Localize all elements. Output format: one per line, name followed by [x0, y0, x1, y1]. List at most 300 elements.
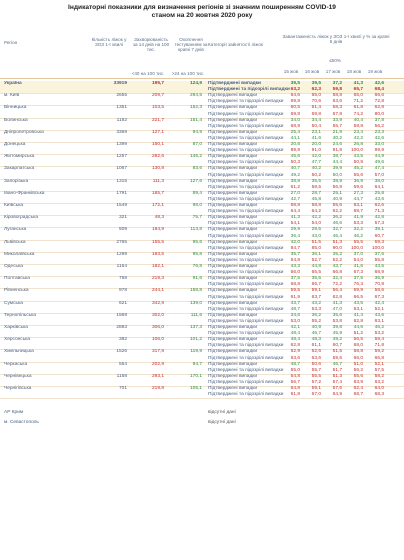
beds-count: 1351 — [116, 105, 127, 111]
occupancy-category: Підтверджені та підозрілі випадки — [208, 123, 284, 129]
occupancy-value: 54,0 — [353, 257, 363, 263]
beds-count: 701 — [118, 386, 127, 391]
beds-count: 1158 — [116, 373, 127, 379]
occupancy-value: 59,5 — [290, 288, 300, 294]
region-name: м. Севастополь — [4, 420, 39, 426]
occupancy-category: Підтверджені випадки — [208, 203, 258, 208]
occupancy-value: 28,7 — [311, 190, 321, 196]
occupancy-value: 45,6 — [290, 154, 300, 160]
occupancy-value: 36,1 — [311, 251, 321, 257]
occupancy-value: 51,5 — [332, 349, 342, 355]
beds-count: 1299 — [116, 251, 127, 257]
occupancy-value: 48,4 — [290, 337, 300, 343]
occupancy-value: 84,7 — [290, 245, 300, 251]
occupancy-value: 62,8 — [353, 318, 363, 324]
occupancy-value: 36,2 — [311, 312, 321, 318]
incidence-value: 195,7 — [151, 81, 164, 86]
occupancy-value: 24,6 — [332, 142, 342, 147]
occupancy-value: 41,6 — [353, 264, 363, 269]
occupancy-category: Підтверджені випадки — [208, 373, 258, 379]
occupancy-value: 80,0 — [374, 111, 384, 117]
testing-value: 98,0 — [192, 203, 202, 208]
testing-value: 75,7 — [192, 215, 202, 221]
occupancy-value: 63,9 — [353, 379, 363, 385]
occupancy-value: 58,8 — [353, 349, 363, 355]
occupancy-value: 52,7 — [311, 257, 321, 263]
page-title — [60, 4, 344, 20]
testing-value: 94,9 — [192, 129, 202, 135]
occupancy-value: 33,9 — [332, 117, 342, 123]
occupancy-value: 64,1 — [374, 184, 384, 190]
title-line-2: станом на 20 жовтня 2020 року — [151, 12, 253, 20]
occupancy-category: Підтверджені випадки — [208, 312, 258, 318]
occupancy-category: Підтверджені та підозрілі випадки — [208, 270, 284, 276]
occupancy-value: 63,6 — [290, 355, 300, 361]
occupancy-value: 76,3 — [353, 282, 363, 288]
beds-count: 3369 — [116, 129, 127, 135]
occupancy-value: 65,0 — [311, 93, 321, 99]
occupancy-value: 42,7 — [290, 196, 300, 202]
occupancy-value: 40,4 — [353, 117, 363, 123]
beds-count: 621 — [118, 300, 127, 306]
beds-count: 1549 — [116, 203, 127, 208]
occupancy-value: 62,8 — [374, 105, 384, 111]
testing-value: 127,6 — [189, 178, 202, 184]
beds-count: 1399 — [116, 142, 127, 147]
occupancy-category: Підтверджені та підозрілі випадки — [208, 355, 284, 361]
occupancy-value: 58,4 — [374, 337, 384, 343]
beds-count: 2655 — [116, 93, 127, 99]
occupancy-value: 21,9 — [332, 129, 342, 135]
occupancy-value: 39,5 — [311, 81, 321, 86]
occupancy-value: 45,9 — [332, 331, 342, 337]
occupancy-value: 27,3 — [353, 190, 363, 196]
occupancy-value: 61,9 — [290, 294, 300, 300]
occupancy-value: 54,0 — [311, 221, 321, 227]
occupancy-value: 61,8 — [353, 105, 363, 111]
incidence-value: 130,8 — [151, 166, 164, 172]
beds-count: 2883 — [116, 325, 127, 330]
occupancy-category: Підтверджені та підозрілі випадки — [208, 306, 284, 312]
occupancy-category: Підтверджені та підозрілі випадки — [208, 99, 284, 105]
occupancy-value: 57,6 — [332, 386, 342, 391]
incidence-value: 282,6 — [151, 154, 164, 160]
occupancy-value: 64,4 — [290, 209, 300, 215]
occupancy-value: 41,9 — [353, 215, 363, 221]
occupancy-value: 38,8 — [290, 178, 300, 184]
region-name: Черкаська — [4, 361, 28, 367]
occupancy-category: Підтверджені випадки — [208, 81, 262, 86]
header-rule — [0, 78, 404, 79]
incidence-value: 219,3 — [151, 276, 164, 282]
region-name: Закарпатська — [4, 166, 35, 172]
occupancy-value: 44,1 — [290, 135, 300, 141]
region-name: Житомирська — [4, 154, 35, 160]
occupancy-value: 57,0 — [374, 172, 384, 178]
occupancy-value: 43,7 — [290, 300, 300, 306]
occupancy-value: 38,7 — [332, 154, 342, 160]
occupancy-value: 35,6 — [332, 312, 342, 318]
occupancy-category: Підтверджені випадки — [208, 227, 258, 233]
occupancy-category: Підтверджені та підозрілі випадки — [208, 282, 284, 288]
occupancy-value: 66,0 — [290, 270, 300, 276]
testing-value: 170,1 — [189, 373, 202, 379]
occupancy-value: 91,0 — [311, 148, 321, 154]
testing-value: 124,9 — [189, 81, 202, 86]
occupancy-value: 38,0 — [374, 178, 384, 184]
occupancy-value: 37,0 — [353, 251, 363, 257]
occupancy-value: 39,9 — [332, 166, 342, 172]
testing-value: 94,7 — [192, 361, 202, 367]
occupancy-category: Підтверджені та підозрілі випадки — [208, 343, 284, 349]
occupancy-value: 89,8 — [290, 148, 300, 154]
occupancy-category: Підтверджені випадки — [208, 386, 258, 391]
occupancy-category: Підтверджені та підозрілі випадки — [208, 233, 284, 239]
occupancy-value: 42,6 — [374, 135, 384, 141]
occupancy-category: Підтверджені випадки — [208, 325, 258, 330]
header-category: Категорії зайнятості ліжок — [208, 42, 263, 47]
occupancy-value: 48,7 — [290, 306, 300, 312]
occupancy-category: Підтверджені випадки — [208, 300, 258, 306]
occupancy-category: Підтверджені та підозрілі випадки — [208, 209, 284, 215]
occupancy-value: 48,4 — [290, 331, 300, 337]
occupancy-value: 42,0 — [311, 154, 321, 160]
no-data-note: відсутні дані — [208, 420, 236, 426]
region-name: Чернівецька — [4, 373, 32, 379]
day-label-3: 17 жов — [325, 69, 341, 74]
occupancy-value: 23,4 — [353, 129, 363, 135]
testing-value: 91,6 — [192, 276, 202, 282]
occupancy-category: Підтверджені випадки — [208, 215, 258, 221]
incidence-value: 293,1 — [151, 373, 164, 379]
occupancy-value: 49,2 — [332, 337, 342, 343]
occupancy-category: Підтверджені та підозрілі випадки — [208, 245, 284, 251]
occupancy-value: 62,4 — [353, 386, 363, 391]
occupancy-value: 62,6 — [374, 203, 384, 208]
occupancy-value: 43,7 — [332, 264, 342, 269]
occupancy-value: 56,2 — [374, 123, 384, 129]
occupancy-value: 29,5 — [311, 227, 321, 233]
incidence-value: 48,3 — [154, 215, 164, 221]
occupancy-value: 53,2 — [374, 331, 384, 337]
occupancy-category: Підтверджені та підозрілі випадки — [208, 184, 284, 190]
occupancy-value: 71,2 — [353, 99, 363, 105]
incidence-value: 317,9 — [151, 349, 164, 355]
occupancy-category: Підтверджені випадки — [208, 361, 258, 367]
beds-count: 1569 — [116, 312, 127, 318]
occupancy-value: 57,2 — [311, 379, 321, 385]
occupancy-value: 35,7 — [290, 251, 300, 257]
occupancy-value: 46,6 — [332, 221, 342, 227]
occupancy-category: Підтверджені випадки — [208, 276, 258, 282]
occupancy-value: 60,5 — [290, 105, 300, 111]
occupancy-value: 54,8 — [290, 386, 300, 391]
testing-threshold: >24 на 100 тис. — [171, 71, 205, 76]
occupancy-value: 55,5 — [353, 239, 363, 245]
occupancy-category: Підтверджені та підозрілі випадки — [208, 135, 284, 141]
occupancy-value: 56,7 — [290, 379, 300, 385]
occupancy-value: 47,0 — [332, 306, 342, 312]
occupancy-category: Підтверджені випадки — [208, 117, 258, 123]
beds-count: 1315 — [116, 178, 127, 184]
region-name: Одеська — [4, 264, 23, 269]
beds-count: 33919 — [113, 81, 127, 86]
occupancy-category: Підтверджені випадки — [208, 337, 258, 343]
title-line-1: Індикаторні показники для визначення регіонів зі значним поширенням COVID-19 — [68, 4, 336, 11]
incidence-value: 106,0 — [151, 337, 164, 343]
occupancy-value: 56,4 — [332, 288, 342, 294]
incidence-value: 182,1 — [151, 264, 164, 269]
region-name: АР Крим — [4, 410, 24, 416]
incidence-value: 306,0 — [151, 325, 164, 330]
occupancy-value: 51,7 — [332, 367, 342, 373]
occupancy-value: 58,6 — [374, 288, 384, 294]
region-name: Херсонська — [4, 337, 31, 343]
region-name: м. Київ — [4, 93, 20, 99]
occupancy-value: 63,2 — [374, 379, 384, 385]
beds-count: 2765 — [116, 239, 127, 245]
occupancy-value: 62,8 — [332, 294, 342, 300]
occupancy-value: 57,5 — [374, 367, 384, 373]
occupancy-value: 70,6 — [311, 99, 321, 105]
occupancy-value: 44,9 — [374, 154, 384, 160]
header-beds: Кількість ліжок у ЗОЗ 1-ї хвилі — [91, 37, 127, 48]
occupancy-value: 100,0 — [371, 245, 384, 251]
occupancy-value: 49,6 — [374, 160, 384, 166]
beds-count: 1526 — [116, 349, 127, 355]
occupancy-value: 41,3 — [290, 215, 300, 221]
incidence-value: 202,9 — [151, 361, 164, 367]
occupancy-value: 68,7 — [353, 392, 363, 398]
occupancy-value: 57,3 — [374, 221, 384, 227]
occupancy-value: 54,8 — [290, 257, 300, 263]
occupancy-value: 32,4 — [332, 276, 342, 282]
occupancy-value: 46,7 — [311, 331, 321, 337]
occupancy-value: 55,8 — [374, 257, 384, 263]
occupancy-value: 59,9 — [353, 288, 363, 294]
occupancy-value: 36,4 — [290, 233, 300, 239]
occupancy-value: 44,6 — [353, 325, 363, 330]
occupancy-value: 25,1 — [332, 190, 342, 196]
occupancy-value: 50,6 — [311, 361, 321, 367]
day-label-4: 18 жов — [346, 69, 362, 74]
occupancy-value: 37,2 — [332, 81, 342, 86]
header-incidence: Захворюваність за 14 днів на 100 тис. — [132, 37, 170, 53]
no-data-note: відсутні дані — [208, 410, 236, 416]
occupancy-value: 43,0 — [311, 233, 321, 239]
occupancy-value: 74,2 — [353, 111, 363, 117]
occupancy-value: 68,7 — [353, 209, 363, 215]
header-testing: Охоплення тестуванням за країні 7 днів — [174, 37, 208, 53]
occupancy-value: 50,2 — [311, 172, 321, 178]
occupancy-value: 58,3 — [332, 105, 342, 111]
occupancy-category: Підтверджені та підозрілі випадки — [208, 148, 284, 154]
beds-count: 1067 — [116, 166, 127, 172]
occupancy-value: 69,8 — [290, 99, 300, 105]
incidence-value: 111,3 — [152, 178, 164, 184]
occupancy-value: 53,0 — [290, 318, 300, 324]
occupancy-value: 63,7 — [311, 294, 321, 300]
occupancy-value: 51,3 — [332, 239, 342, 245]
occupancy-value: 91,8 — [332, 148, 342, 154]
occupancy-value: 34,6 — [290, 312, 300, 318]
occupancy-value: 55,0 — [290, 367, 300, 373]
occupancy-value: 33,0 — [374, 142, 384, 147]
occupancy-value: 46,4 — [332, 233, 342, 239]
occupancy-value: 61,4 — [311, 105, 321, 111]
occupancy-value: 68,9 — [290, 123, 300, 129]
occupancy-value: 55,2 — [311, 318, 321, 324]
incidence-value: 155,5 — [151, 239, 164, 245]
occupancy-value: 59,1 — [311, 386, 321, 391]
occupancy-value: 67,3 — [353, 270, 363, 276]
occupancy-value: 37,5 — [353, 276, 363, 282]
occupancy-value: 25,8 — [374, 190, 384, 196]
occupancy-value: 26,8 — [353, 142, 363, 147]
occupancy-value: 52,1 — [374, 361, 384, 367]
occupancy-value: 36,9 — [353, 178, 363, 184]
occupancy-value: 67,3 — [374, 294, 384, 300]
occupancy-value: 55,5 — [311, 373, 321, 379]
occupancy-value: 54,1 — [290, 221, 300, 227]
occupancy-value: 47,4 — [374, 166, 384, 172]
occupancy-value: 99,9 — [374, 148, 384, 154]
occupancy-value: 42,4 — [374, 300, 384, 306]
occupancy-value: 62,2 — [332, 209, 342, 215]
region-name: Хмельницька — [4, 349, 34, 355]
occupancy-value: 40,2 — [311, 166, 321, 172]
occupancy-value: 32,7 — [332, 227, 342, 233]
occupancy-value: 35,5 — [311, 178, 321, 184]
incidence-value: 150,1 — [151, 142, 164, 147]
occupancy-category: Підтверджені та підозрілі випадки — [208, 87, 290, 93]
occupancy-value: 55,7 — [332, 123, 342, 129]
occupancy-value: 59,3 — [374, 239, 384, 245]
occupancy-value: 55,6 — [332, 203, 342, 208]
occupancy-value: 39,5 — [290, 81, 300, 86]
occupancy-value: 23,1 — [311, 129, 321, 135]
beds-count: 382 — [118, 337, 127, 343]
beds-count: 978 — [118, 288, 127, 294]
occupancy-value: 54,8 — [290, 373, 300, 379]
occupancy-value: 40,2 — [332, 135, 342, 141]
occupancy-value: 51,0 — [353, 361, 363, 367]
occupancy-value: 42,2 — [311, 215, 321, 221]
occupancy-value: 60,7 — [374, 233, 384, 239]
incidence-value: 172,1 — [151, 203, 164, 208]
occupancy-value: 55,7 — [311, 367, 321, 373]
occupancy-value: 43,3 — [290, 264, 300, 269]
testing-value: 76,8 — [192, 264, 202, 269]
testing-value: 145,2 — [189, 154, 202, 160]
occupancy-value: 71,3 — [374, 209, 384, 215]
region-name: Вінницька — [4, 105, 27, 111]
occupancy-value: 52,9 — [290, 349, 300, 355]
incidence-value: 209,7 — [151, 93, 164, 99]
occupancy-value: 63,1 — [374, 318, 384, 324]
occupancy-value: 20,6 — [290, 142, 300, 147]
incidence-value: 342,9 — [151, 300, 164, 306]
occupancy-value: 59,2 — [374, 349, 384, 355]
occupancy-category: Підтверджені випадки — [208, 166, 258, 172]
occupancy-category: Підтверджені та підозрілі випадки — [208, 160, 284, 166]
occupancy-value: 36,2 — [332, 215, 342, 221]
occupancy-value: 50,4 — [311, 123, 321, 129]
occupancy-category: Підтверджені випадки — [208, 288, 258, 294]
occupancy-value: 58,8 — [311, 203, 321, 208]
incidence-value: 219,8 — [151, 386, 164, 391]
occupancy-value: 56,5 — [353, 337, 363, 343]
region-name: Луганська — [4, 227, 27, 233]
beds-count: 1791 — [116, 190, 127, 196]
occupancy-value: 68,0 — [353, 343, 363, 349]
occupancy-value: 62,8 — [290, 343, 300, 349]
occupancy-value: 56,9 — [332, 184, 342, 190]
occupancy-category: Підтверджені випадки — [208, 142, 258, 147]
occupancy-value: 32,2 — [353, 227, 363, 233]
occupancy-category: Підтверджені та підозрілі випадки — [208, 196, 284, 202]
region-name: Київська — [4, 203, 24, 208]
occupancy-value: 70,8 — [374, 282, 384, 288]
occupancy-category: Підтверджені випадки — [208, 178, 258, 184]
occupancy-value: 44,8 — [311, 264, 321, 269]
testing-value: 158,8 — [189, 288, 202, 294]
occupancy-value: 50,3 — [290, 160, 300, 166]
header-region: Регіон — [4, 40, 18, 45]
occupancy-value: 69,8 — [311, 111, 321, 117]
incidence-threshold: <40 на 100 тис. — [131, 71, 165, 76]
occupancy-value: 68,4 — [374, 87, 384, 93]
occupancy-value: 35,5 — [311, 276, 321, 282]
region-name: Харківська — [4, 325, 28, 330]
occupancy-value: 42,8 — [374, 215, 384, 221]
occupancy-value: 20,0 — [311, 142, 321, 147]
occupancy-value: 57,4 — [332, 379, 342, 385]
beds-count: 1164 — [116, 264, 127, 269]
occupancy-value: 52,2 — [332, 257, 342, 263]
occupancy-category: Підтверджені випадки — [208, 129, 258, 135]
occupancy-value: 63,6 — [332, 99, 342, 105]
region-name: Донецька — [4, 142, 26, 147]
occupancy-value: 40,7 — [290, 166, 300, 172]
occupancy-value: 51,3 — [332, 373, 342, 379]
testing-value: 151,4 — [189, 117, 202, 123]
occupancy-value: 58,2 — [374, 373, 384, 379]
region-name: Полтавська — [4, 276, 30, 282]
occupancy-category: Підтверджені та підозрілі випадки — [208, 392, 284, 398]
occupancy-value: 59,8 — [332, 87, 342, 93]
occupancy-value: 35,2 — [332, 251, 342, 257]
header-occupancy: Завантаженість ліжок у ЗОЗ 1-ї хвилі у % за країні 5 днів — [282, 34, 390, 45]
testing-value: 139,0 — [189, 300, 202, 306]
incidence-value: 302,0 — [151, 312, 164, 318]
beds-count: 1182 — [116, 117, 127, 123]
occupancy-value: 52,1 — [374, 306, 384, 312]
occupancy-value: 43,6 — [374, 196, 384, 202]
occupancy-value: 41,3 — [332, 300, 342, 306]
occupancy-value: 60,7 — [332, 343, 342, 349]
occupancy-value: 100,0 — [350, 245, 363, 251]
occupancy-value: 66,7 — [311, 282, 321, 288]
testing-value: 87,0 — [192, 142, 202, 147]
occupancy-value: 43,2 — [311, 300, 321, 306]
occupancy-value: 48,7 — [290, 361, 300, 367]
occupancy-value: 66,8 — [332, 270, 342, 276]
occupancy-value: 37,5 — [290, 276, 300, 282]
occupancy-value: 41,4 — [353, 312, 363, 318]
occupancy-value: 65,0 — [353, 93, 363, 99]
region-name: Запорізька — [4, 178, 29, 184]
